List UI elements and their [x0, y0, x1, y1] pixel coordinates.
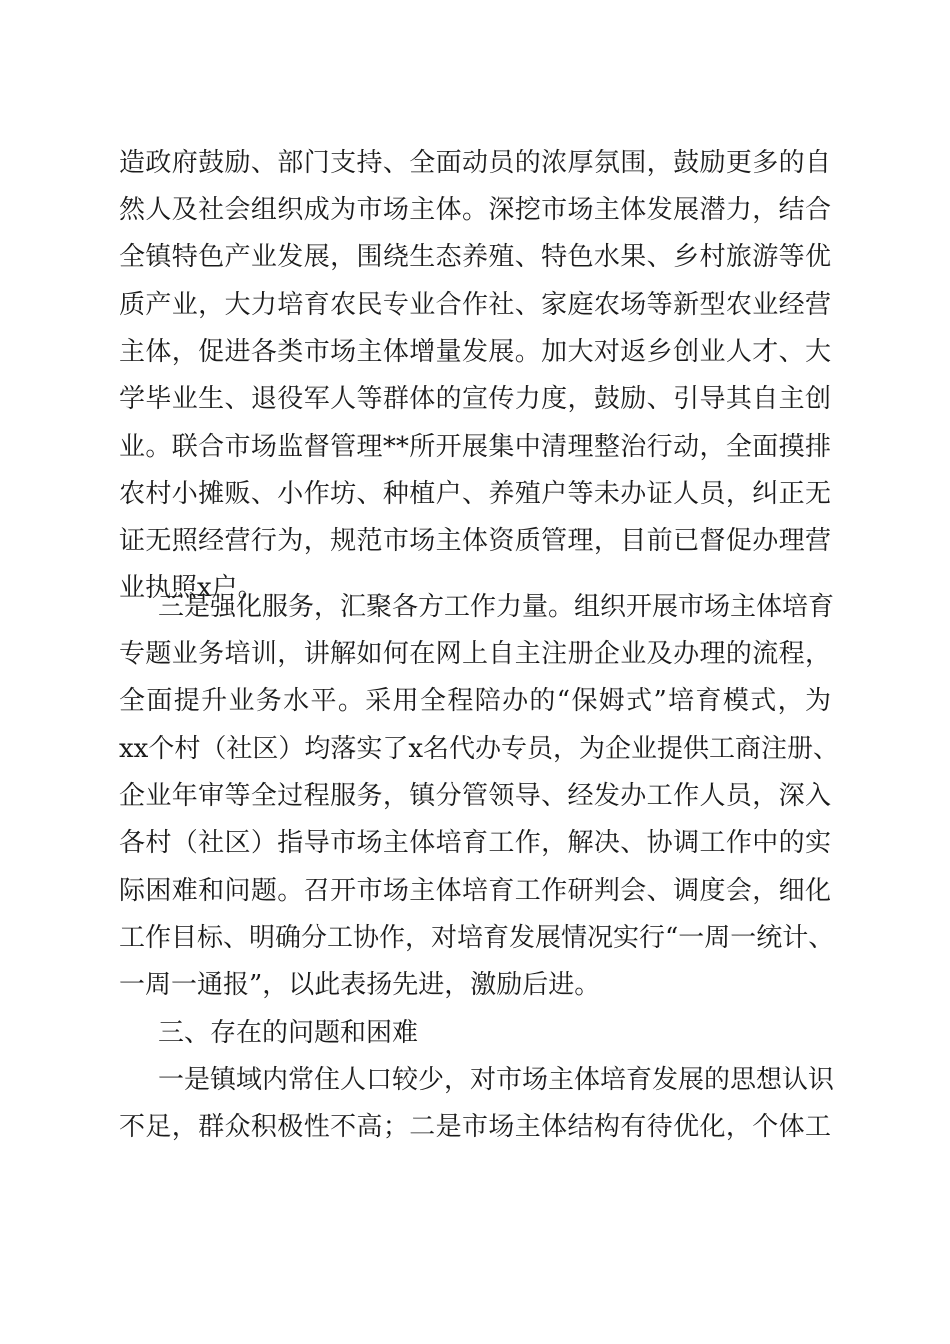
paragraph-line: 全面提升业务水平。采用全程陪办的“保姆式”培育模式，为: [119, 686, 831, 716]
paragraph-line: 专题业务培训，讲解如何在网上自主注册企业及办理的流程，: [119, 639, 831, 669]
paragraph-line: 际困难和问题。召开市场主体培育工作研判会、调度会，细化: [119, 876, 831, 906]
paragraph-line: 业。联合市场监督管理**所开展集中清理整治行动，全面摸排: [119, 432, 831, 462]
paragraph-line: xx个村（社区）均落实了x名代办专员，为企业提供工商注册、: [119, 734, 839, 764]
paragraph-line: 业执照x户。: [119, 573, 264, 603]
paragraph-line: 造政府鼓励、部门支持、全面动员的浓厚氛围，鼓励更多的自: [119, 148, 831, 178]
paragraph-line: 各村（社区）指导市场主体培育工作，解决、协调工作中的实: [119, 828, 831, 858]
paragraph-line: 三是强化服务，汇聚各方工作力量。组织开展市场主体培育: [158, 592, 835, 622]
section-heading: 三、存在的问题和困难: [158, 1018, 419, 1048]
paragraph-line: 证无照经营行为，规范市场主体资质管理，目前已督促办理营: [119, 526, 831, 556]
paragraph-line: 学毕业生、退役军人等群体的宣传力度，鼓励、引导其自主创: [119, 384, 831, 414]
paragraph-line: 农村小摊贩、小作坊、种植户、养殖户等未办证人员，纠正无: [119, 479, 831, 509]
paragraph-line: 企业年审等全过程服务，镇分管领导、经发办工作人员，深入: [119, 781, 831, 811]
paragraph-line: 主体，促进各类市场主体增量发展。加大对返乡创业人才、大: [119, 337, 831, 367]
paragraph-line: 不足，群众积极性不高；二是市场主体结构有待优化，个体工: [119, 1112, 831, 1142]
paragraph-line: 质产业，大力培育农民专业合作社、家庭农场等新型农业经营: [119, 290, 831, 320]
paragraph-line: 全镇特色产业发展，围绕生态养殖、特色水果、乡村旅游等优: [119, 242, 831, 272]
paragraph-line: 一是镇域内常住人口较少，对市场主体培育发展的思想认识: [158, 1065, 835, 1095]
paragraph-line: 工作目标、明确分工协作，对培育发展情况实行“一周一统计、: [119, 923, 835, 953]
paragraph-line: 一周一通报”，以此表扬先进，激励后进。: [119, 970, 601, 1000]
paragraph-line: 然人及社会组织成为市场主体。深挖市场主体发展潜力，结合: [119, 195, 831, 225]
